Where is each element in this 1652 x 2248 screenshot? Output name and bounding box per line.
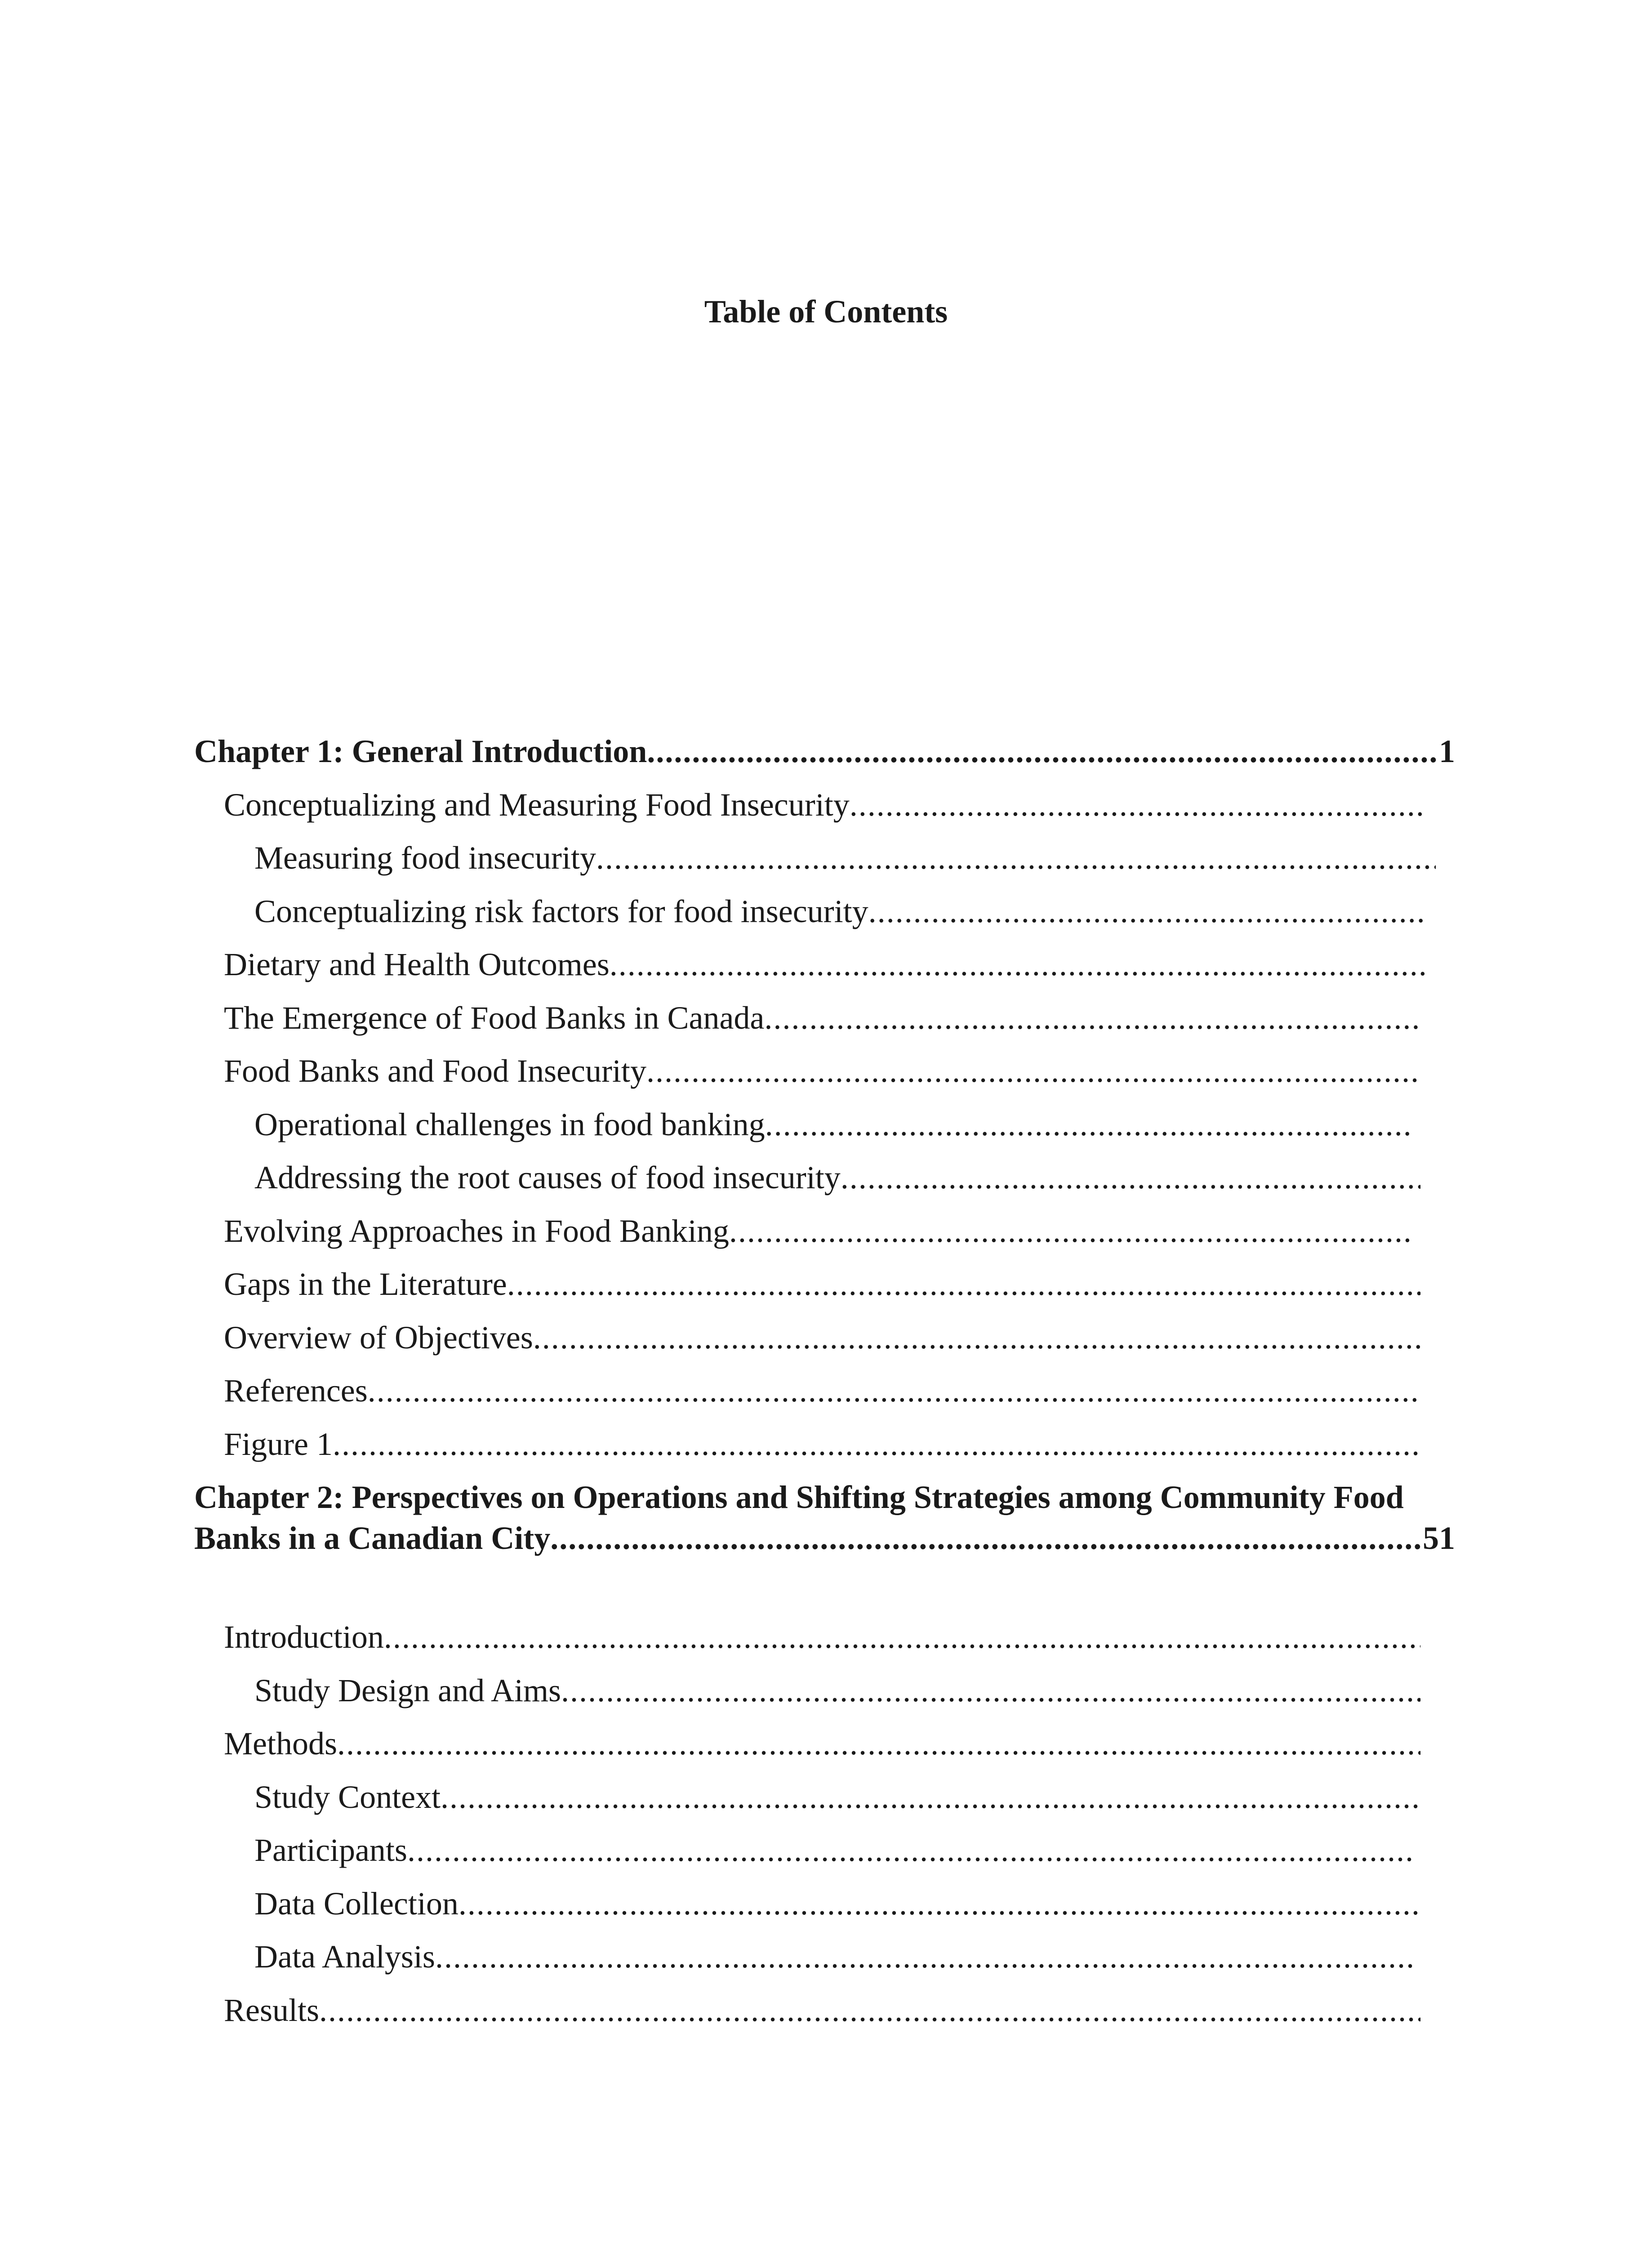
toc-entry-section [224, 998, 1420, 1038]
toc-entry-subsection [254, 1670, 1420, 1711]
dot-leader [765, 1104, 1413, 1145]
toc-entry-text: Dietary and Health Outcomes [224, 946, 610, 982]
toc-entry-text: References [224, 1373, 368, 1409]
dot-leader [435, 1936, 1413, 1977]
toc-entry-text: Overview of Objectives [224, 1320, 533, 1356]
toc-page-number: 1 [1439, 733, 1455, 769]
toc-entry-text: Study Context [254, 1779, 441, 1815]
toc-entry-chapter-2 [194, 1518, 1455, 1558]
dot-leader [319, 1990, 1420, 2030]
toc-entry-text: Methods [224, 1726, 337, 1762]
toc-entry-section [224, 785, 1427, 825]
toc-entry-section [224, 944, 1427, 985]
dot-leader [459, 1883, 1420, 1924]
toc-entry-text: Food Banks and Food Insecurity [224, 1053, 646, 1089]
dot-leader [647, 731, 1439, 772]
page-title: Table of Contents [704, 294, 948, 330]
toc-entry-subsection [254, 1777, 1420, 1817]
toc-entry-text: Banks in a Canadian City [194, 1520, 551, 1556]
dot-leader [384, 1617, 1420, 1657]
dot-leader [596, 838, 1436, 878]
toc-entry-text: Measuring food insecurity [254, 840, 596, 876]
toc-entry-subsection [254, 1830, 1413, 1870]
toc-entry-chapter-2-line-1: Chapter 2: Perspectives on Operations and Shifting Strategies among Community Food [194, 1479, 1404, 1515]
toc-entry-subsection [254, 1157, 1420, 1198]
toc-entry-text: Study Design and Aims [254, 1673, 561, 1708]
dot-leader [850, 785, 1427, 825]
dot-leader [550, 1518, 1423, 1558]
toc-entry-text: Chapter 1: General Introduction [194, 733, 647, 769]
toc-entry-text: Data Analysis [254, 1939, 435, 1975]
toc-entry-text: Operational challenges in food banking [254, 1106, 765, 1142]
toc-entry-text: Figure 1 [224, 1426, 333, 1462]
toc-entry-section [224, 1617, 1420, 1657]
dot-leader [610, 944, 1427, 985]
toc-entry-subsection [254, 891, 1427, 932]
toc-entry-section [224, 1990, 1420, 2030]
toc-entry-section [224, 1723, 1420, 1764]
toc-entry-text: Addressing the root causes of food insecurity [254, 1160, 841, 1195]
dot-leader [729, 1211, 1413, 1251]
toc-entry-section [224, 1264, 1420, 1304]
dot-leader [561, 1670, 1420, 1711]
toc-page-number: 51 [1423, 1520, 1455, 1556]
dot-leader [868, 891, 1427, 932]
toc-entry-text: Participants [254, 1832, 407, 1868]
toc-entry-text: Introduction [224, 1619, 384, 1655]
dot-leader [407, 1830, 1413, 1870]
toc-entry-text: Results [224, 1992, 320, 2028]
toc-entry-section [224, 1211, 1413, 1251]
dot-leader [841, 1157, 1420, 1198]
toc-entry-subsection [254, 1883, 1420, 1924]
toc-entry-text: The Emergence of Food Banks in Canada [224, 1000, 765, 1036]
toc-entry-text: Gaps in the Literature [224, 1266, 507, 1302]
dot-leader [764, 998, 1420, 1038]
dot-leader [337, 1723, 1420, 1764]
toc-entry-section [224, 1051, 1420, 1091]
dot-leader [646, 1051, 1420, 1091]
toc-entry-section [224, 1424, 1420, 1464]
toc-entry-subsection [254, 838, 1436, 878]
toc-entry-section [224, 1370, 1420, 1411]
toc-entry-text: Conceptualizing and Measuring Food Insecurity [224, 787, 850, 823]
dot-leader [533, 1317, 1420, 1358]
toc-entry-chapter-1 [194, 731, 1455, 772]
toc-entry-subsection [254, 1936, 1413, 1977]
dot-leader [507, 1264, 1420, 1304]
toc-entry-text: Conceptualizing risk factors for food insecurity [254, 893, 868, 929]
toc-entry-text: Evolving Approaches in Food Banking [224, 1213, 729, 1249]
dot-leader [441, 1777, 1420, 1817]
dot-leader [368, 1370, 1420, 1411]
dot-leader [333, 1424, 1420, 1464]
toc-entry-subsection [254, 1104, 1413, 1145]
toc-entry-section [224, 1317, 1420, 1358]
toc-entry-text: Data Collection [254, 1886, 459, 1922]
